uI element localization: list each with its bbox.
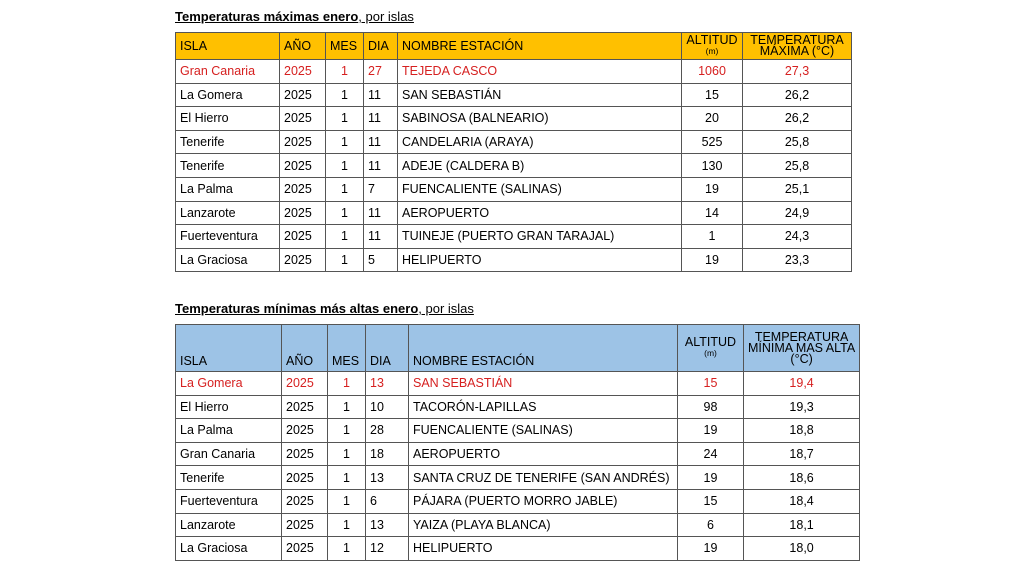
table-row — [176, 419, 860, 443]
cell-estacion: SABINOSA (BALNEARIO) — [398, 107, 682, 131]
cell-dia: 18 — [366, 442, 409, 466]
cell-estacion: AEROPUERTO — [398, 201, 682, 225]
cell-isla: Tenerife — [176, 130, 280, 154]
max-table-caption — [175, 8, 852, 26]
cell-isla: La Graciosa — [176, 248, 280, 272]
cell-temperatura: 24,3 — [743, 225, 852, 249]
cell-temperatura: 26,2 — [743, 83, 852, 107]
cell-altitud: 19 — [678, 466, 744, 490]
altitud-label: ALTITUD — [684, 335, 737, 349]
table-row — [176, 395, 860, 419]
cell-dia: 11 — [364, 107, 398, 131]
cell-estacion: SANTA CRUZ DE TENERIFE (SAN ANDRÉS) — [409, 466, 678, 490]
cell-dia: 11 — [364, 83, 398, 107]
table-row — [176, 248, 852, 272]
table-row — [176, 372, 860, 396]
max-temperatures-section — [175, 8, 852, 272]
cell-dia: 11 — [364, 225, 398, 249]
cell-anio: 2025 — [282, 513, 328, 537]
cell-altitud: 20 — [682, 107, 743, 131]
cell-dia: 5 — [364, 248, 398, 272]
cell-altitud: 19 — [682, 248, 743, 272]
cell-estacion: YAIZA (PLAYA BLANCA) — [409, 513, 678, 537]
cell-dia: 6 — [366, 489, 409, 513]
cell-mes: 1 — [326, 201, 364, 225]
cell-dia: 27 — [364, 60, 398, 84]
cell-temperatura: 25,8 — [743, 130, 852, 154]
cell-isla: Tenerife — [176, 466, 282, 490]
cell-altitud: 98 — [678, 395, 744, 419]
cell-altitud: 6 — [678, 513, 744, 537]
cell-isla: Fuerteventura — [176, 489, 282, 513]
cell-dia: 13 — [366, 466, 409, 490]
col-header-dia: DIA — [366, 325, 409, 372]
cell-estacion: CANDELARIA (ARAYA) — [398, 130, 682, 154]
table-row — [176, 177, 852, 201]
cell-anio: 2025 — [282, 442, 328, 466]
cell-anio: 2025 — [280, 83, 326, 107]
min-caption-bold: Temperaturas mínimas más altas enero — [175, 301, 419, 316]
cell-temperatura: 25,1 — [743, 177, 852, 201]
table-row — [176, 489, 860, 513]
col-header-estacion: NOMBRE ESTACIÓN — [409, 325, 678, 372]
table-row — [176, 83, 852, 107]
table-row — [176, 537, 860, 561]
altitud-unit: (m) — [705, 46, 719, 56]
cell-isla: Lanzarote — [176, 513, 282, 537]
cell-mes: 1 — [326, 107, 364, 131]
cell-temperatura: 19,3 — [744, 395, 860, 419]
cell-anio: 2025 — [282, 466, 328, 490]
col-header-dia: DIA — [364, 33, 398, 60]
cell-anio: 2025 — [282, 537, 328, 561]
cell-mes: 1 — [326, 177, 364, 201]
cell-dia: 28 — [366, 419, 409, 443]
cell-mes: 1 — [326, 225, 364, 249]
cell-altitud: 15 — [682, 83, 743, 107]
max-caption-rest: , por islas — [358, 9, 414, 24]
cell-temperatura: 18,7 — [744, 442, 860, 466]
cell-estacion: TUINEJE (PUERTO GRAN TARAJAL) — [398, 225, 682, 249]
cell-dia: 7 — [364, 177, 398, 201]
cell-altitud: 24 — [678, 442, 744, 466]
cell-mes: 1 — [328, 513, 366, 537]
cell-anio: 2025 — [280, 154, 326, 178]
temp-label-line1: TEMPERATURA — [754, 329, 849, 344]
cell-anio: 2025 — [280, 248, 326, 272]
max-caption-bold: Temperaturas máximas enero — [175, 9, 359, 24]
cell-anio: 2025 — [282, 419, 328, 443]
cell-temperatura: 18,6 — [744, 466, 860, 490]
max-temperatures-table — [175, 32, 852, 272]
cell-isla: Gran Canaria — [176, 442, 282, 466]
cell-mes: 1 — [326, 130, 364, 154]
col-header-altitud — [678, 325, 744, 372]
cell-altitud: 19 — [678, 419, 744, 443]
col-header-isla: ISLA — [176, 325, 282, 372]
col-header-altitud — [682, 33, 743, 60]
max-table-body — [176, 60, 852, 272]
max-header-row — [176, 33, 852, 60]
cell-mes: 1 — [328, 489, 366, 513]
cell-anio: 2025 — [280, 60, 326, 84]
min-header-row — [176, 325, 860, 372]
table-row — [176, 154, 852, 178]
table-row — [176, 442, 860, 466]
cell-isla: La Gomera — [176, 83, 280, 107]
cell-isla: Fuerteventura — [176, 225, 280, 249]
cell-isla: Tenerife — [176, 154, 280, 178]
cell-mes: 1 — [326, 248, 364, 272]
min-caption-rest: , por islas — [418, 301, 474, 316]
cell-anio: 2025 — [280, 130, 326, 154]
cell-isla: La Gomera — [176, 372, 282, 396]
cell-temperatura: 19,4 — [744, 372, 860, 396]
col-header-estacion: NOMBRE ESTACIÓN — [398, 33, 682, 60]
cell-mes: 1 — [326, 60, 364, 84]
cell-mes: 1 — [326, 154, 364, 178]
cell-temperatura: 27,3 — [743, 60, 852, 84]
col-header-anio: AÑO — [280, 33, 326, 60]
cell-isla: La Palma — [176, 177, 280, 201]
col-header-temperatura — [744, 325, 860, 372]
cell-dia: 13 — [366, 372, 409, 396]
cell-isla: El Hierro — [176, 107, 280, 131]
table-row — [176, 201, 852, 225]
temp-label-line1: TEMPERATURA — [750, 33, 844, 47]
cell-altitud: 19 — [678, 537, 744, 561]
cell-mes: 1 — [326, 83, 364, 107]
cell-estacion: HELIPUERTO — [409, 537, 678, 561]
cell-estacion: TACORÓN-LAPILLAS — [409, 395, 678, 419]
cell-dia: 12 — [366, 537, 409, 561]
col-header-temperatura — [743, 33, 852, 60]
cell-mes: 1 — [328, 419, 366, 443]
cell-estacion: SAN SEBASTIÁN — [409, 372, 678, 396]
cell-mes: 1 — [328, 442, 366, 466]
min-temperatures-table — [175, 324, 860, 561]
table-row — [176, 130, 852, 154]
cell-mes: 1 — [328, 466, 366, 490]
min-temperatures-section — [175, 300, 860, 561]
cell-anio: 2025 — [280, 201, 326, 225]
min-table-body — [176, 372, 860, 561]
table-row — [176, 513, 860, 537]
cell-isla: La Palma — [176, 419, 282, 443]
cell-estacion: HELIPUERTO — [398, 248, 682, 272]
cell-temperatura: 24,9 — [743, 201, 852, 225]
col-header-mes: MES — [328, 325, 366, 372]
cell-mes: 1 — [328, 372, 366, 396]
cell-isla: La Graciosa — [176, 537, 282, 561]
cell-altitud: 1060 — [682, 60, 743, 84]
cell-temperatura: 23,3 — [743, 248, 852, 272]
cell-temperatura: 18,4 — [744, 489, 860, 513]
table-row — [176, 466, 860, 490]
cell-altitud: 14 — [682, 201, 743, 225]
temp-label-line2: MÍNIMA MAS ALTA — [748, 340, 856, 355]
cell-estacion: SAN SEBASTIÁN — [398, 83, 682, 107]
cell-mes: 1 — [328, 395, 366, 419]
cell-dia: 11 — [364, 154, 398, 178]
cell-dia: 11 — [364, 201, 398, 225]
cell-altitud: 15 — [678, 372, 744, 396]
cell-altitud: 19 — [682, 177, 743, 201]
cell-altitud: 15 — [678, 489, 744, 513]
cell-estacion: PÁJARA (PUERTO MORRO JABLE) — [409, 489, 678, 513]
cell-isla: Lanzarote — [176, 201, 280, 225]
cell-temperatura: 26,2 — [743, 107, 852, 131]
cell-temperatura: 18,1 — [744, 513, 860, 537]
col-header-mes: MES — [326, 33, 364, 60]
table-row — [176, 225, 852, 249]
cell-altitud: 130 — [682, 154, 743, 178]
cell-temperatura: 25,8 — [743, 154, 852, 178]
cell-anio: 2025 — [282, 395, 328, 419]
temp-label-line3: (°C) — [790, 351, 813, 366]
cell-anio: 2025 — [280, 107, 326, 131]
min-table-caption — [175, 300, 860, 318]
cell-estacion: TEJEDA CASCO — [398, 60, 682, 84]
cell-anio: 2025 — [280, 225, 326, 249]
cell-isla: Gran Canaria — [176, 60, 280, 84]
cell-temperatura: 18,0 — [744, 537, 860, 561]
cell-altitud: 525 — [682, 130, 743, 154]
cell-anio: 2025 — [282, 489, 328, 513]
cell-estacion: AEROPUERTO — [409, 442, 678, 466]
altitud-unit: (m) — [704, 348, 717, 358]
cell-dia: 13 — [366, 513, 409, 537]
cell-estacion: FUENCALIENTE (SALINAS) — [409, 419, 678, 443]
table-row — [176, 107, 852, 131]
cell-dia: 11 — [364, 130, 398, 154]
cell-dia: 10 — [366, 395, 409, 419]
temp-label-line2: MÁXIMA (°C) — [759, 44, 835, 58]
cell-anio: 2025 — [280, 177, 326, 201]
col-header-anio: AÑO — [282, 325, 328, 372]
cell-isla: El Hierro — [176, 395, 282, 419]
cell-estacion: FUENCALIENTE (SALINAS) — [398, 177, 682, 201]
cell-estacion: ADEJE (CALDERA B) — [398, 154, 682, 178]
col-header-isla: ISLA — [176, 33, 280, 60]
cell-temperatura: 18,8 — [744, 419, 860, 443]
cell-anio: 2025 — [282, 372, 328, 396]
altitud-label: ALTITUD — [686, 33, 738, 47]
cell-altitud: 1 — [682, 225, 743, 249]
table-row — [176, 60, 852, 84]
cell-mes: 1 — [328, 537, 366, 561]
